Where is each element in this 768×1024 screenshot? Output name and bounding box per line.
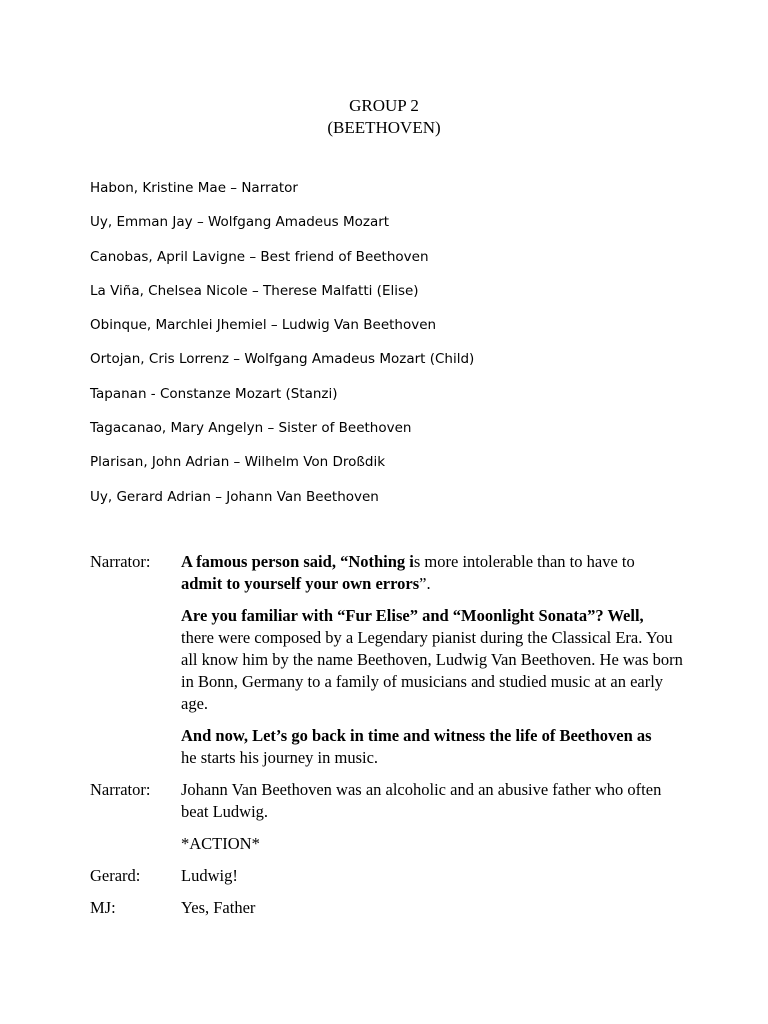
dialogue-content	[181, 779, 690, 865]
cast-item: Habon, Kristine Mae – Narrator	[90, 180, 298, 196]
dialogue-text-bold: And now, Let’s go back in time and witness the life of Beethoven as	[181, 726, 652, 745]
cast-item: Ortojan, Cris Lorrenz – Wolfgang Amadeus Mozart (Child)	[90, 351, 475, 368]
dialogue-text: ”.	[419, 574, 431, 593]
cast-item: Tapanan - Constanze Mozart (Stanzi)	[90, 385, 338, 402]
cast-item: Uy, Emman Jay – Wolfgang Amadeus Mozart	[90, 214, 390, 231]
group-subtitle: (BEETHOVEN)	[327, 118, 441, 137]
dialogue-text-bold: A famous person said,	[181, 552, 341, 571]
group-title: GROUP 2	[349, 96, 419, 115]
script-block	[90, 779, 690, 865]
cast-item: Uy, Gerard Adrian – Johann Van Beethoven	[90, 488, 379, 505]
dialogue-paragraph: Johann Van Beethoven was an alcoholic and an abusive father who often beat Ludwig.	[181, 780, 662, 821]
dialogue-content	[181, 897, 690, 929]
dialogue-text-bold: Are you familiar with “Fur Elise” and “Moonlight Sonata”? Well,	[181, 606, 644, 625]
dialogue-paragraph	[181, 551, 690, 595]
dialogue-paragraph	[181, 605, 690, 715]
dialogue-paragraph: Ludwig!	[181, 866, 238, 885]
cast-item: Obinque, Marchlei Jhemiel – Ludwig Van Beethoven	[90, 317, 437, 334]
script-body	[90, 551, 690, 929]
dialogue-text: he starts his journey in music.	[181, 748, 379, 767]
script-block	[90, 551, 690, 779]
speaker-label: Narrator:	[90, 552, 151, 571]
speaker-label: MJ:	[90, 898, 116, 917]
script-block	[90, 897, 690, 929]
dialogue-text-bold: admit to yourself your own errors	[181, 574, 420, 593]
cast-list	[90, 178, 474, 521]
stage-direction: *ACTION*	[181, 834, 260, 853]
cast-item: Canobas, April Lavigne – Best friend of Beethoven	[90, 248, 429, 265]
dialogue-text-bold: “Nothing i	[340, 552, 414, 571]
cast-item: Tagacanao, Mary Angelyn – Sister of Beethoven	[90, 420, 412, 437]
script-block	[90, 865, 690, 897]
dialogue-text: s more intolerable than to have to	[413, 552, 635, 571]
cast-item: La Viña, Chelsea Nicole – Therese Malfatti (Elise)	[90, 282, 419, 299]
dialogue-paragraph	[181, 725, 690, 769]
dialogue-paragraph: Yes, Father	[181, 898, 256, 917]
cast-item: Plarisan, John Adrian – Wilhelm Von Droßdik	[90, 454, 386, 471]
dialogue-text: there were composed by a Legendary pianist during the Classical Era. You all know him by the name Beethoven, Ludwig Van Beethoven. He was born in Bonn, Germany to a family of musicians and studied music at an early age.	[181, 628, 683, 713]
speaker-label: Gerard:	[90, 866, 141, 885]
title-block	[0, 95, 768, 139]
speaker-label: Narrator:	[90, 780, 151, 799]
dialogue-content	[181, 865, 690, 897]
dialogue-content	[181, 551, 690, 779]
